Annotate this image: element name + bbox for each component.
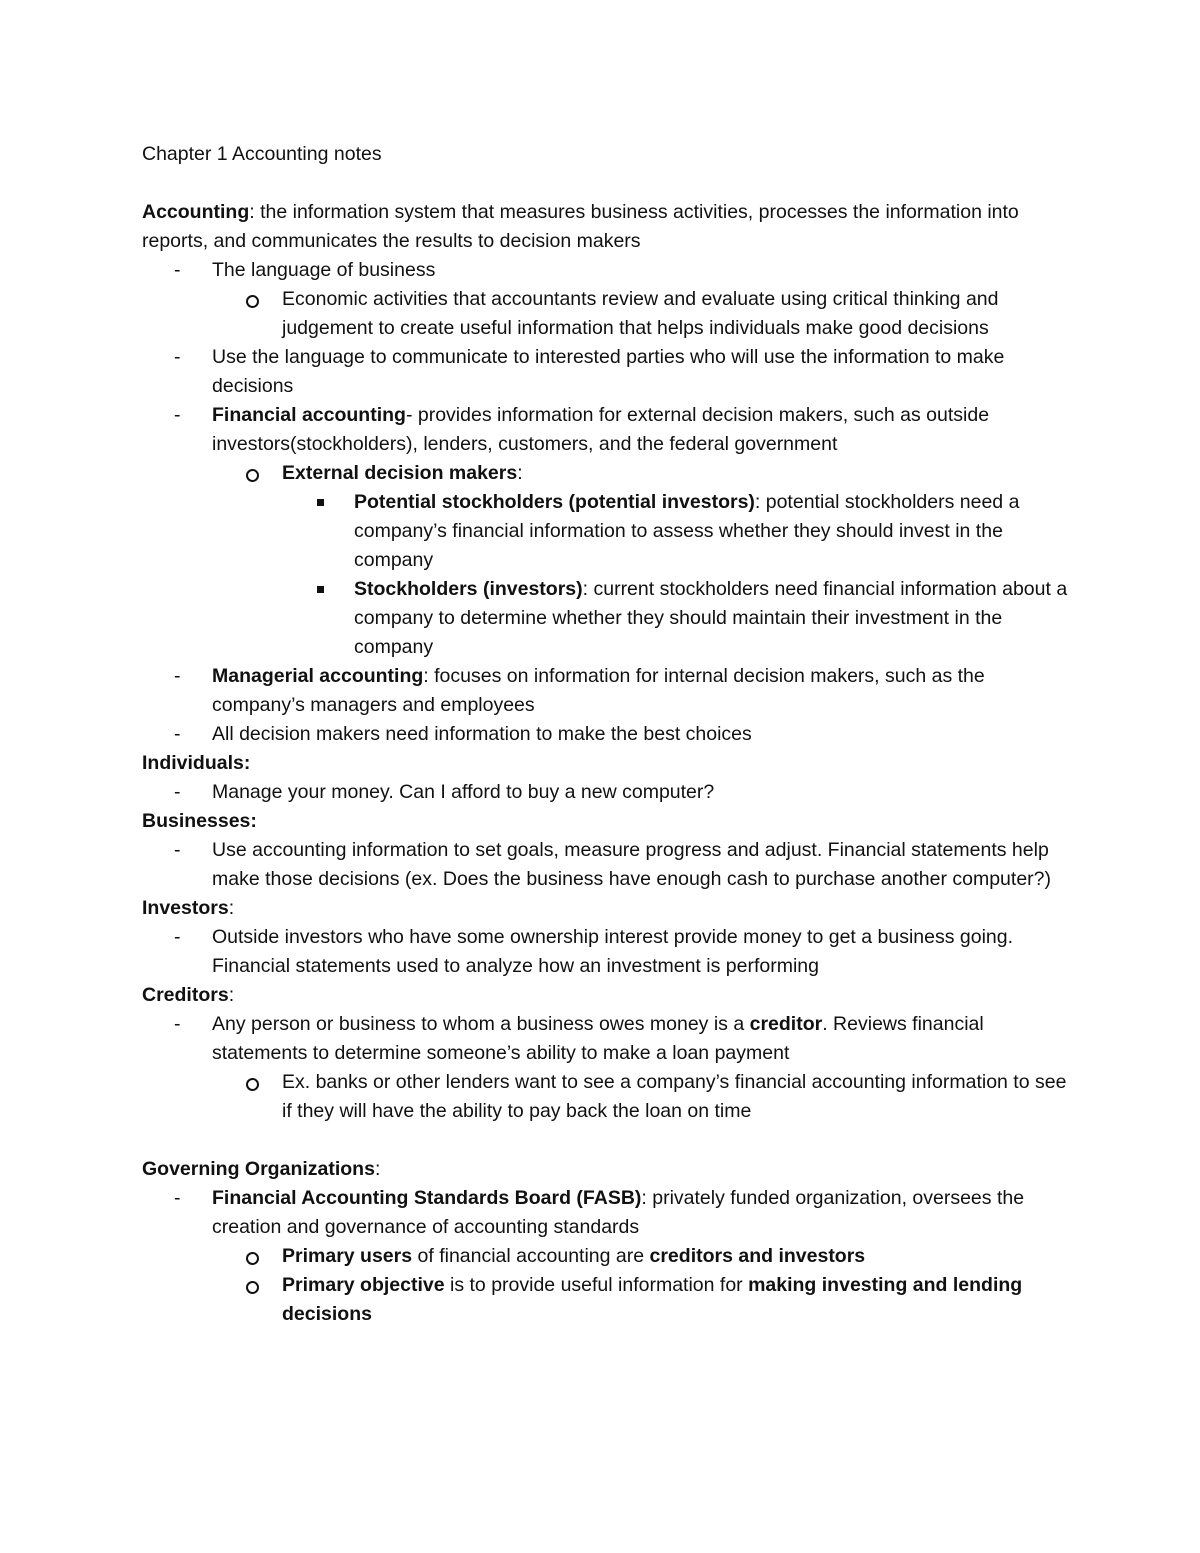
list-item: - Use accounting information to set goals, measure progress and adjust. Financial statements help make those decisions (ex. Does the business have enough cash to purchase another computer?): [142, 836, 1080, 894]
list-item: - Use the language to communicate to interested parties who will use the information to make decisions: [142, 343, 1080, 401]
section-heading-individuals: Individuals:: [142, 752, 251, 774]
section-heading-governing: Governing Organizations:: [142, 1158, 381, 1180]
dash-bullet: -: [174, 723, 181, 745]
circle-bullet-icon: [246, 1281, 259, 1294]
dash-bullet: -: [174, 781, 181, 803]
list-item: Potential stockholders (potential investors): potential stockholders need a company’s financial information to assess whether they should invest in the company: [282, 488, 1080, 575]
list-item: - Manage your money. Can I afford to buy a new computer?: [142, 778, 1080, 807]
dash-bullet: -: [174, 839, 181, 861]
list-item: Ex. banks or other lenders want to see a company’s financial accounting information to see if they will have the ability to pay back the loan on time: [212, 1068, 1080, 1126]
circle-bullet-icon: [246, 295, 259, 308]
dash-bullet: -: [174, 665, 181, 687]
dash-bullet: -: [174, 404, 181, 426]
dash-bullet: -: [174, 346, 181, 368]
list-item: Stockholders (investors): current stockholders need financial information about a company to determine whether they should maintain their investment in the company: [282, 575, 1080, 662]
list-item: Primary users of financial accounting are creditors and investors: [212, 1242, 1080, 1271]
accounting-term: Accounting: [142, 201, 250, 223]
dash-bullet: -: [174, 259, 181, 281]
page-title: Chapter 1 Accounting notes: [142, 143, 382, 165]
circle-bullet-icon: [246, 1078, 259, 1091]
circle-bullet-icon: [246, 469, 259, 482]
list-item: - Financial accounting- provides information for external decision makers, such as outside investors(stockholders), lenders, customers, and the federal government External decision makers: Potential stockholders (potential investors): potential stockholders need a company’s financial information to assess whether they should invest in the company Stockholders (investors): current stockholders need financial information about a company to determine whether they should maintain their investment in the company: [142, 401, 1080, 662]
section-heading-businesses: Businesses:: [142, 810, 257, 832]
square-bullet-icon: [317, 499, 324, 506]
section-heading-investors: Investors:: [142, 897, 235, 919]
list-item: - All decision makers need information to make the best choices: [142, 720, 1080, 749]
circle-bullet-icon: [246, 1252, 259, 1265]
accounting-list: [142, 256, 1080, 749]
spacer: [142, 1126, 1080, 1155]
dash-bullet: -: [174, 1013, 181, 1035]
accounting-definition: Accounting: the information system that measures business activities, processes the information into reports, and communicates the results to decision makers: [142, 201, 1019, 252]
square-bullet-icon: [317, 586, 324, 593]
dash-bullet: -: [174, 926, 181, 948]
list-item: - The language of business Economic activities that accountants review and evaluate using critical thinking and judgement to create useful information that helps individuals make good decisions: [142, 256, 1080, 343]
list-item: Economic activities that accountants review and evaluate using critical thinking and judgement to create useful information that helps individuals make good decisions: [212, 285, 1080, 343]
list-item: - Outside investors who have some ownership interest provide money to get a business going. Financial statements used to analyze how an investment is performing: [142, 923, 1080, 981]
list-item: External decision makers: Potential stockholders (potential investors): potential stockholders need a company’s financial information to assess whether they should invest in the company Stockholders (investors): current stockholders need financial information about a company to determine whether they should maintain their investment in the company: [212, 459, 1080, 662]
section-heading-creditors: Creditors:: [142, 984, 235, 1006]
dash-bullet: -: [174, 1187, 181, 1209]
list-item: - Financial Accounting Standards Board (FASB): privately funded organization, oversees the creation and governance of accounting standards Primary users of financial accounting are creditors and investors Primary objective is to provide useful information for making investing and lending decisions: [142, 1184, 1080, 1329]
list-item: Primary objective is to provide useful information for making investing and lending decisions: [212, 1271, 1080, 1329]
list-item: - Managerial accounting: focuses on information for internal decision makers, such as the company’s managers and employees: [142, 662, 1080, 720]
list-item: - Any person or business to whom a business owes money is a creditor. Reviews financial statements to determine someone’s ability to make a loan payment Ex. banks or other lenders want to see a company’s financial accounting information to see if they will have the ability to pay back the loan on time: [142, 1010, 1080, 1126]
